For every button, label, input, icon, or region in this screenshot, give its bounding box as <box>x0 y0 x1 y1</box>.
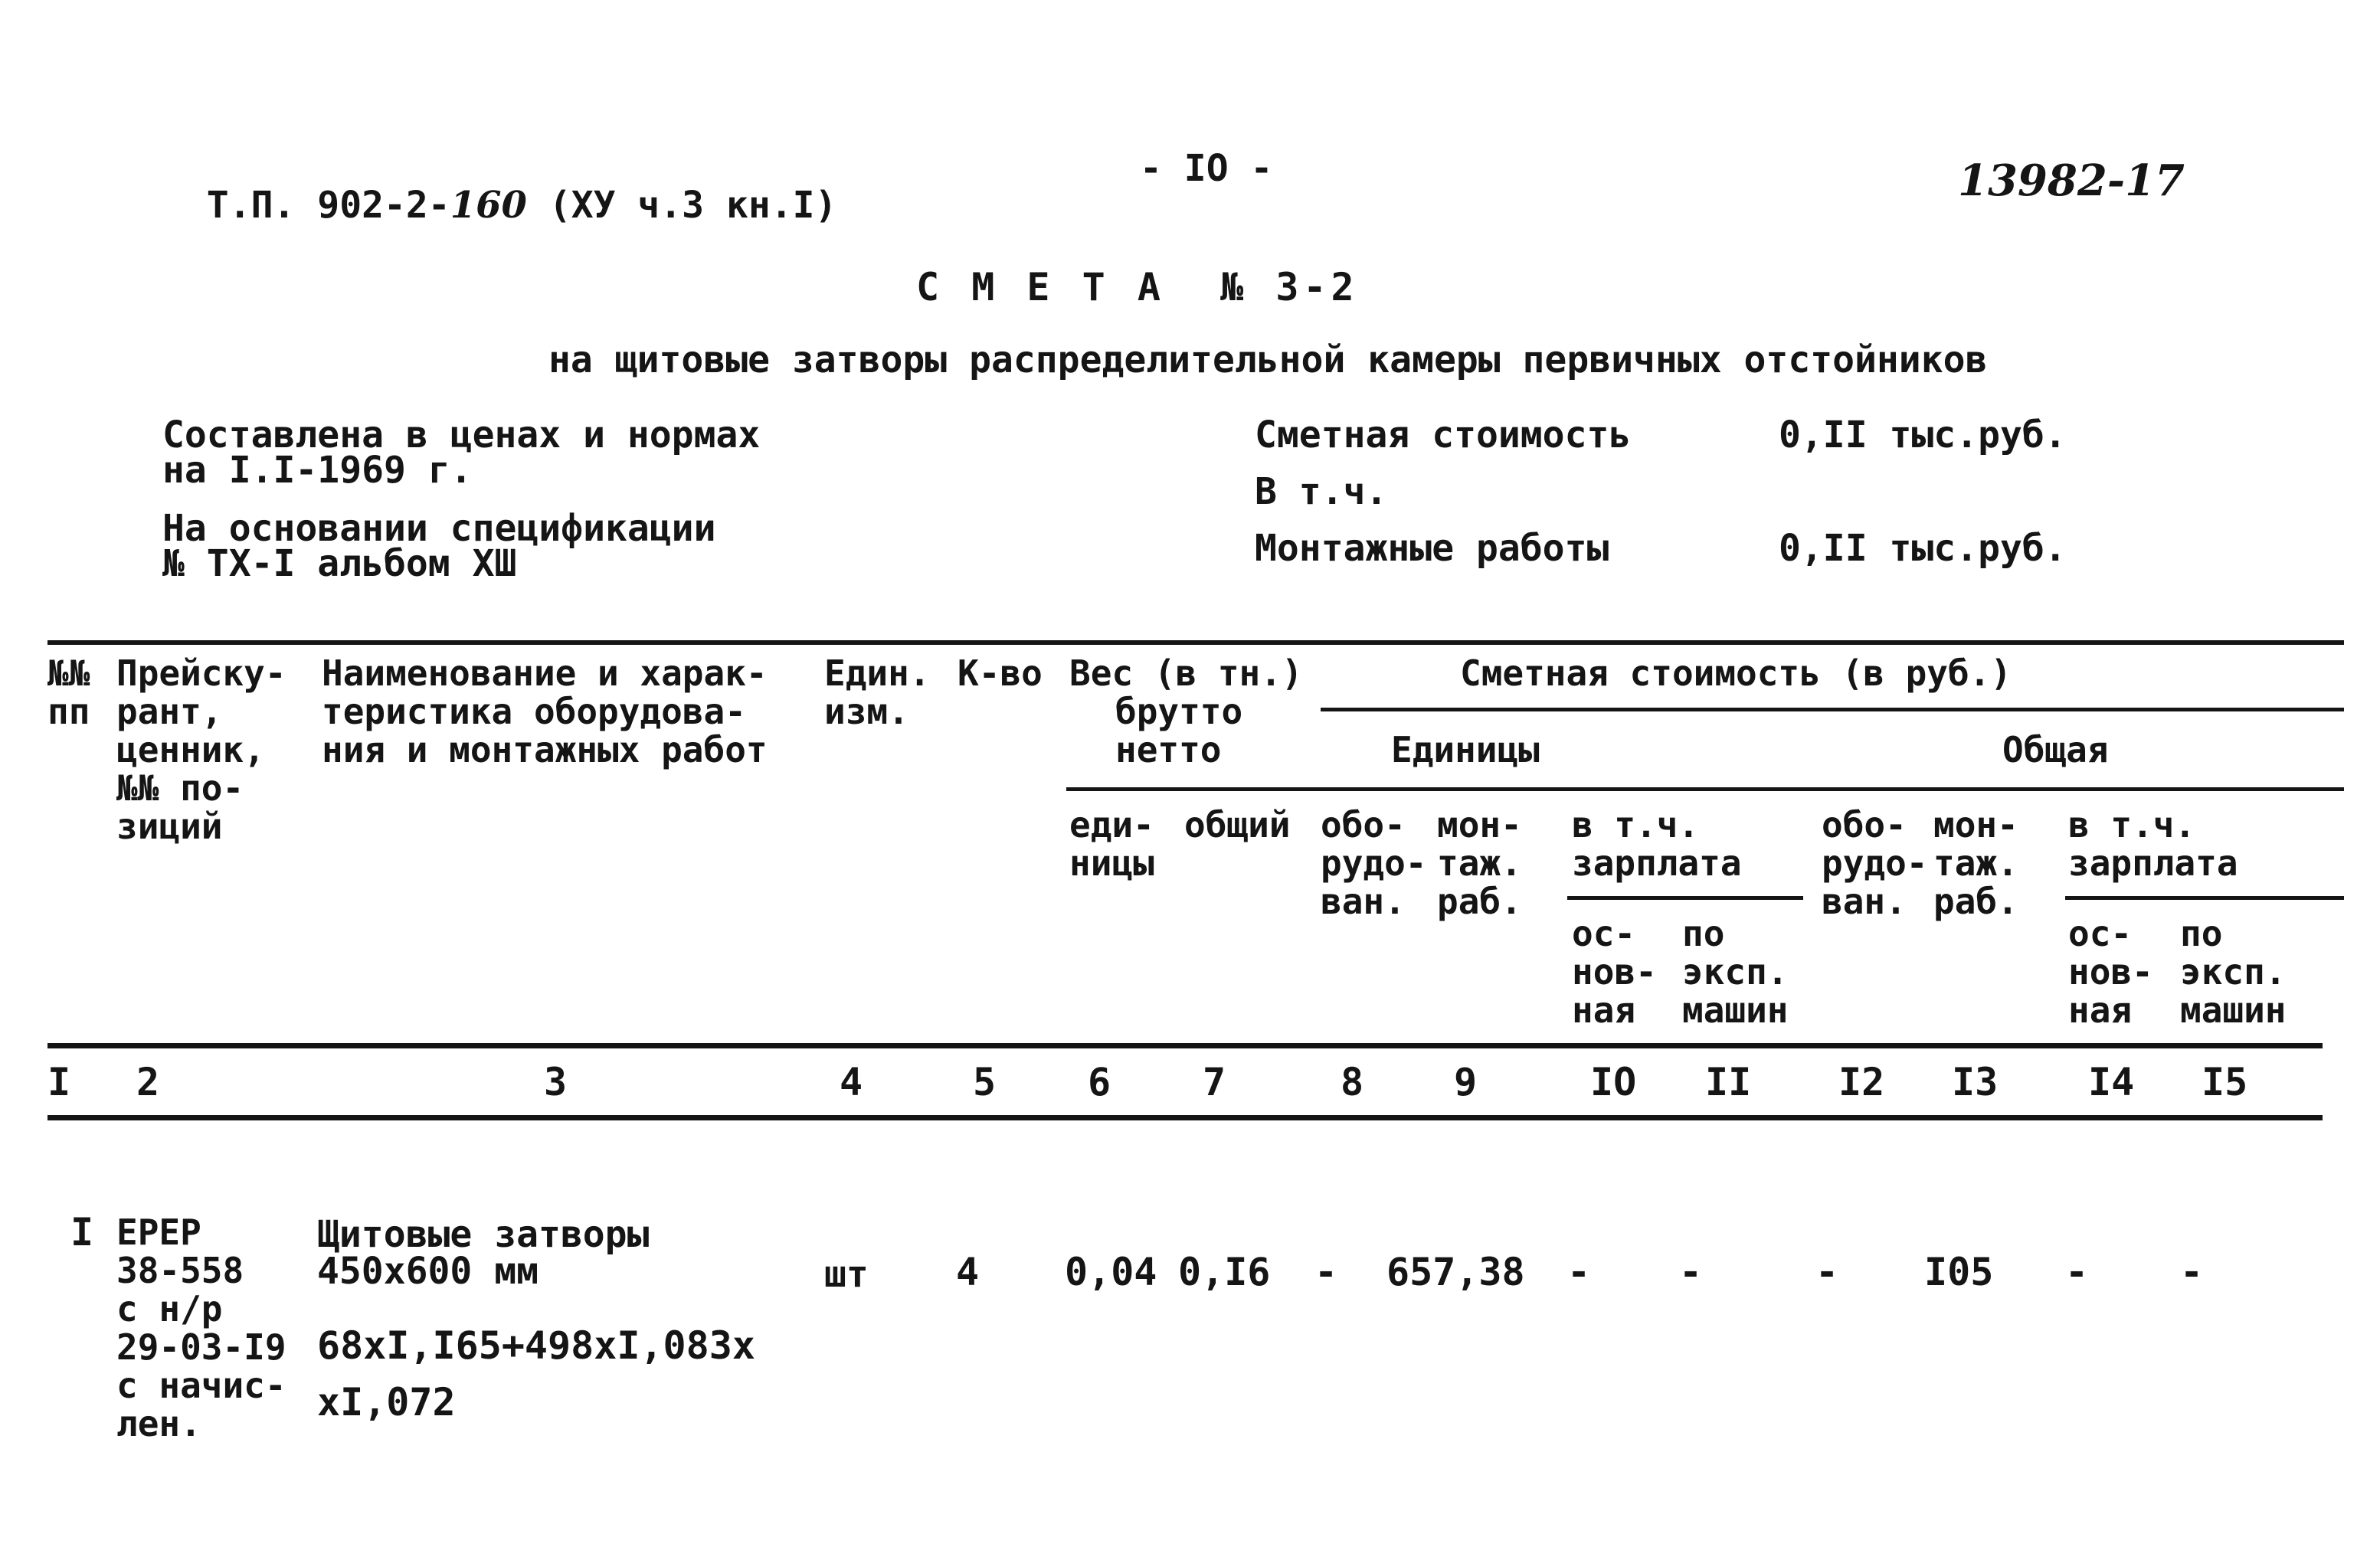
archive-number: 13982-17 <box>1958 155 2185 206</box>
header-wages-machines-total: по эксп. машин <box>2180 913 2287 1031</box>
column-number: 8 <box>1341 1060 1364 1104</box>
prices-basis-line1: Составлена в ценах и нормах <box>162 414 761 456</box>
wages-rule-per-unit <box>1567 896 1803 900</box>
header-weight-total: общий <box>1184 804 1291 845</box>
wages-rule-total <box>2065 896 2344 900</box>
header-wages-basic-per-unit: ос- нов- ная <box>1572 913 1657 1031</box>
row-name-line2: 450х600 мм <box>317 1250 539 1293</box>
header-cost-group: Сметная стоимость (в руб.) <box>1460 652 2012 694</box>
document-code-prefix: Т.П. 902-2- <box>206 184 450 227</box>
header-wages-total: в т.ч. зарплата <box>2068 804 2238 884</box>
cost-group-rule <box>1321 708 2344 711</box>
column-numbers-rule <box>47 1115 2323 1120</box>
column-number: I <box>47 1060 71 1104</box>
installation-cost-label: Монтажные работы <box>1255 527 1609 570</box>
column-number: 4 <box>840 1060 863 1104</box>
row-wages-machines-per-unit: - <box>1679 1250 1703 1294</box>
header-wages-machines-per-unit: по эксп. машин <box>1682 913 1789 1031</box>
header-installation-per-unit: мон- таж. раб. <box>1437 804 1522 922</box>
spec-basis-line2: № ТХ-I альбом ХШ <box>162 542 517 585</box>
row-installation-total: I05 <box>1924 1250 1994 1294</box>
header-weight: Вес (в тн.) <box>1069 652 1303 694</box>
row-equipment-total: - <box>1815 1250 1839 1294</box>
row-wages-basic-total: - <box>2065 1250 2089 1294</box>
row-equipment-per-unit: - <box>1314 1250 1338 1294</box>
column-number: I3 <box>1952 1060 1999 1104</box>
header-wages-basic-total: ос- нов- ная <box>2068 913 2153 1031</box>
column-number: I4 <box>2088 1060 2135 1104</box>
row-formula-line1: 68хI,I65+498хI,083х <box>317 1323 755 1368</box>
header-equipment-per-unit: обо- рудо- ван. <box>1321 804 1427 922</box>
document-code-suffix: (ХУ ч.3 кн.I) <box>526 184 837 227</box>
row-name-line1: Щитовые затворы <box>317 1213 650 1256</box>
prices-basis-line2: на I.I-1969 г. <box>162 449 473 492</box>
table-top-rule <box>47 640 2344 645</box>
header-total: Общая <box>2002 729 2109 770</box>
row-unit: шт <box>824 1253 869 1296</box>
header-qty: К-во <box>958 652 1043 694</box>
column-number: II <box>1705 1060 1752 1104</box>
page-number: - IO - <box>1140 147 1273 190</box>
estimated-cost-label: Сметная стоимость <box>1255 414 1632 456</box>
column-number: 9 <box>1454 1060 1478 1104</box>
column-number: I5 <box>2202 1060 2248 1104</box>
header-num: №№ пп <box>47 652 90 732</box>
header-equipment-total: обо- рудо- ван. <box>1822 804 1928 922</box>
header-installation-total: мон- таж. раб. <box>1933 804 2018 922</box>
document-title: С М Е Т А № 3-2 <box>916 265 1359 309</box>
header-pricelist: Прейску- рант, ценник, №№ по- зиций <box>116 652 286 847</box>
row-qty: 4 <box>956 1250 980 1294</box>
header-name: Наименование и харак- теристика оборудова- ния и монтажных работ <box>322 652 768 770</box>
row-wages-machines-total: - <box>2180 1250 2204 1294</box>
row-weight-total: 0,I6 <box>1178 1250 1271 1294</box>
row-formula-line2: хI,072 <box>317 1380 456 1424</box>
column-number: 7 <box>1203 1060 1226 1104</box>
spec-basis-line1: На основании спецификации <box>162 507 716 550</box>
document-code-handwritten: 160 <box>450 184 527 227</box>
header-per-unit: Единицы <box>1391 729 1540 770</box>
column-number: I2 <box>1838 1060 1885 1104</box>
column-number: 5 <box>973 1060 997 1104</box>
document-subtitle: на щитовые затворы распределительной камеры первичных отстойников <box>548 339 1988 381</box>
row-pricelist: ЕРЕР 38-558 с н/р 29-03-I9 с начис- лен. <box>116 1212 286 1444</box>
estimated-cost-value: 0,II тыс.руб. <box>1779 414 2067 456</box>
column-number: IO <box>1590 1060 1637 1104</box>
row-installation-per-unit: 657,38 <box>1386 1250 1525 1294</box>
header-weight-unit: еди- ницы <box>1069 804 1154 884</box>
row-weight-unit: 0,04 <box>1065 1250 1157 1294</box>
header-unit: Един. изм. <box>824 652 931 732</box>
column-number: 2 <box>136 1060 160 1104</box>
column-number: 6 <box>1088 1060 1111 1104</box>
column-number: 3 <box>544 1060 568 1104</box>
row-number: I <box>70 1210 94 1254</box>
header-bottom-rule <box>47 1043 2323 1048</box>
header-weight-sub: брутто нетто <box>1115 691 1243 770</box>
row-wages-basic-per-unit: - <box>1567 1250 1591 1294</box>
document-code <box>162 150 837 227</box>
installation-cost-value: 0,II тыс.руб. <box>1779 527 2067 570</box>
including-label: В т.ч. <box>1255 470 1388 513</box>
subheader-rule <box>1066 787 2344 791</box>
header-wages-per-unit: в т.ч. зарплата <box>1572 804 1742 884</box>
